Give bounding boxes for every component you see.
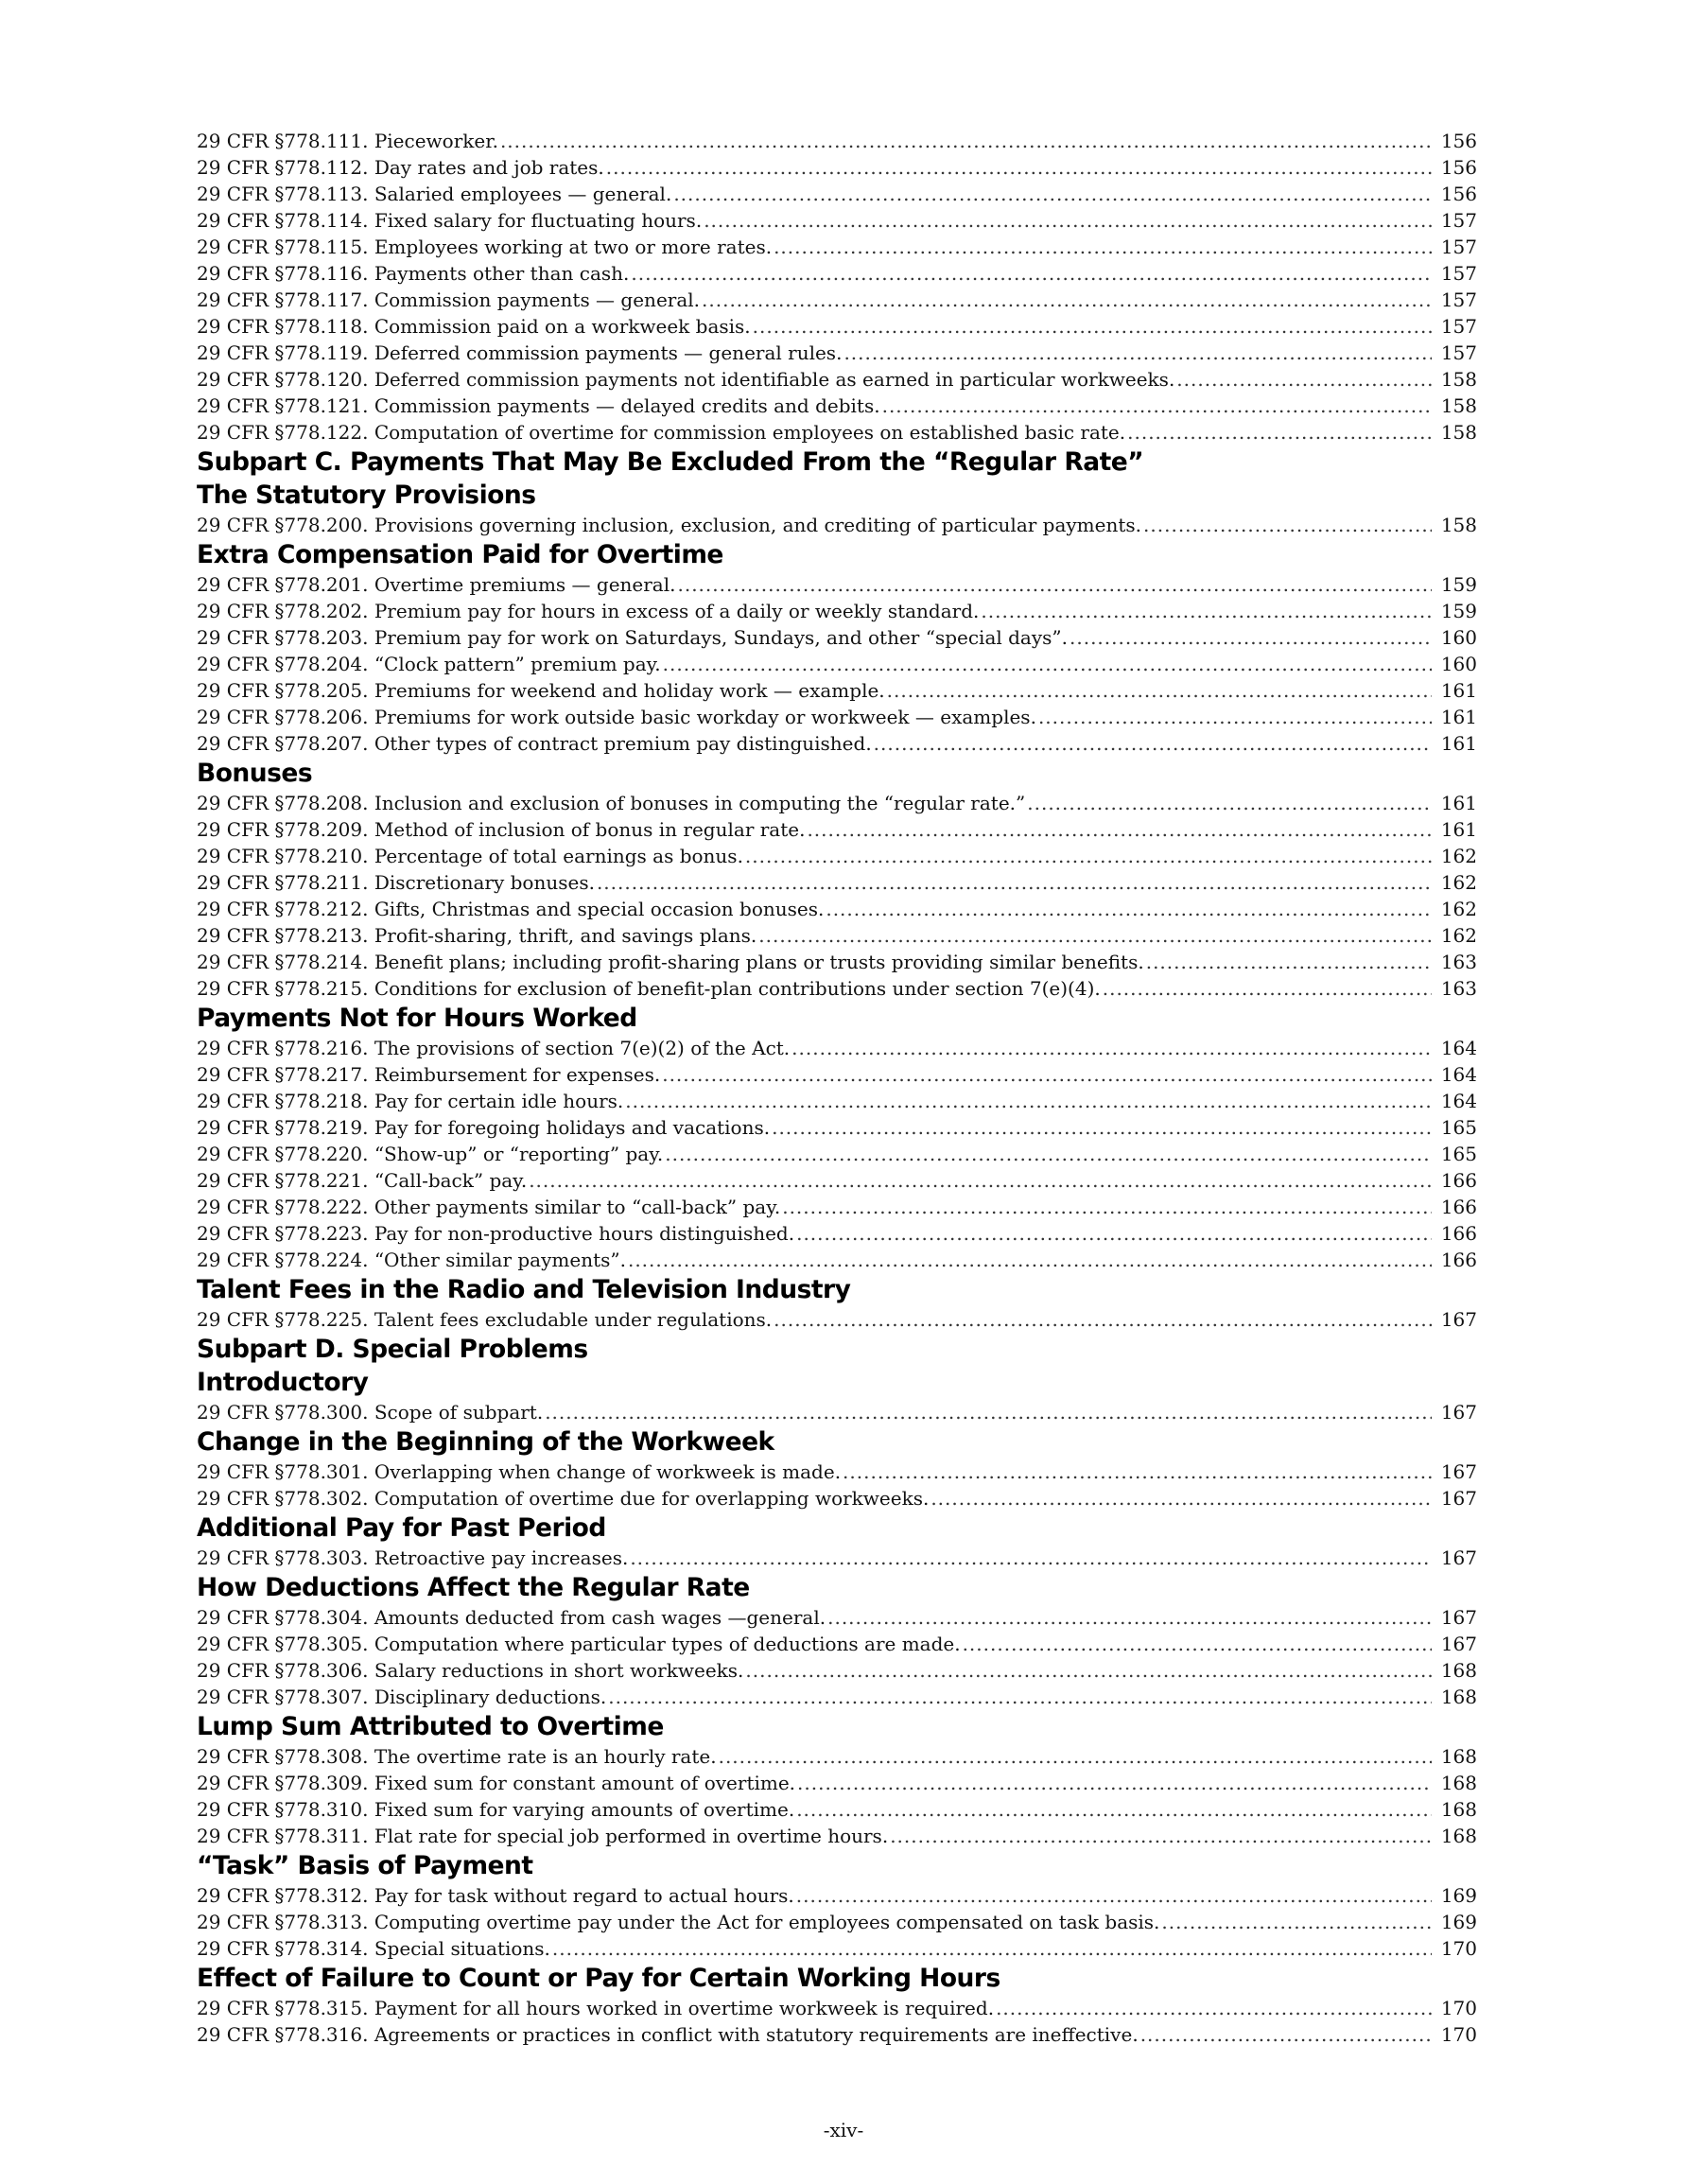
dot-leader — [843, 1459, 1432, 1485]
toc-entry[interactable] — [197, 1194, 1477, 1220]
toc-entry[interactable] — [197, 128, 1477, 154]
toc-entry-page: 156 — [1440, 156, 1477, 179]
toc-entry-title: 29 CFR §778.217. Reimbursement for expenses. — [197, 1063, 661, 1086]
toc-entry-page: 161 — [1440, 792, 1477, 814]
dot-leader — [1143, 512, 1432, 538]
toc-entry-page: 170 — [1440, 1937, 1477, 1960]
dot-leader — [774, 1306, 1432, 1333]
dot-leader — [874, 730, 1432, 757]
toc-entry[interactable] — [197, 287, 1477, 313]
toc-entry-title: 29 CFR §778.210. Percentage of total earnings as bonus. — [197, 845, 743, 867]
toc-entry-title: 29 CFR §778.119. Deferred commission payments — general rules. — [197, 341, 843, 364]
section-heading: Introductory — [197, 1368, 369, 1397]
toc-entry-page: 161 — [1440, 706, 1477, 728]
toc-entry[interactable] — [197, 1035, 1477, 1061]
toc-entry-page: 167 — [1440, 1401, 1477, 1424]
toc-entry[interactable] — [197, 1306, 1477, 1333]
toc-entry-page: 163 — [1440, 951, 1477, 973]
toc-entry[interactable] — [197, 181, 1477, 207]
toc-entry[interactable] — [197, 922, 1477, 949]
dot-leader — [704, 207, 1432, 234]
dot-leader — [844, 340, 1432, 366]
dot-leader — [827, 1604, 1432, 1631]
toc-entry[interactable] — [197, 704, 1477, 730]
toc-entry-title: 29 CFR §778.315. Payment for all hours worked in overtime workweek is required. — [197, 1997, 995, 2019]
toc-entry-page: 170 — [1440, 1997, 1477, 2019]
toc-entry-title: 29 CFR §778.117. Commission payments — general. — [197, 288, 701, 311]
toc-entry-title: 29 CFR §778.306. Salary reductions in short workweeks. — [197, 1659, 744, 1682]
section-heading: Extra Compensation Paid for Overtime — [197, 540, 723, 569]
dot-leader — [1127, 419, 1432, 446]
toc-entry-page: 160 — [1440, 626, 1477, 649]
dot-leader — [529, 1167, 1432, 1194]
dot-leader — [791, 1035, 1432, 1061]
toc-entry-page: 168 — [1440, 1659, 1477, 1682]
toc-entry-title: 29 CFR §778.208. Inclusion and exclusion of bonuses in computing the “regular rate.” — [197, 792, 1026, 814]
dot-leader — [745, 1657, 1432, 1684]
toc-entry-page: 157 — [1440, 341, 1477, 364]
toc-entry[interactable] — [197, 1061, 1477, 1088]
dot-leader — [826, 896, 1432, 922]
toc-entry-page: 164 — [1440, 1037, 1477, 1059]
toc-entry-title: 29 CFR §778.301. Overlapping when change of workweek is made. — [197, 1460, 842, 1483]
toc-entry[interactable] — [197, 313, 1477, 340]
toc-entry-page: 160 — [1440, 653, 1477, 675]
toc-entry-title: 29 CFR §778.213. Profit-sharing, thrift, and savings plans. — [197, 924, 757, 947]
toc-entry-title: 29 CFR §778.113. Salaried employees — general. — [197, 183, 672, 205]
toc-entry-page: 167 — [1440, 1487, 1477, 1510]
toc-entry[interactable] — [197, 393, 1477, 419]
toc-entry-page: 162 — [1440, 898, 1477, 920]
page-number: -xiv- — [823, 2119, 864, 2141]
toc-entry-title: 29 CFR §778.202. Premium pay for hours in excess of a daily or weekly standard. — [197, 600, 980, 622]
section-heading: Change in the Beginning of the Workweek — [197, 1427, 774, 1457]
dot-leader — [597, 869, 1432, 896]
toc-entry[interactable] — [197, 1796, 1477, 1823]
toc-entry[interactable] — [197, 1141, 1477, 1167]
dot-leader — [774, 234, 1432, 260]
toc-entry-page: 167 — [1440, 1546, 1477, 1569]
toc-entry-page: 168 — [1440, 1798, 1477, 1821]
section-heading: The Statutory Provisions — [197, 480, 536, 510]
toc-entry-title: 29 CFR §778.211. Discretionary bonuses. — [197, 871, 595, 894]
toc-entry-title: 29 CFR §778.212. Gifts, Christmas and special occasion bonuses. — [197, 898, 825, 920]
toc-entry-title: 29 CFR §778.209. Method of inclusion of bonus in regular rate. — [197, 818, 806, 841]
toc-entry-title: 29 CFR §778.215. Conditions for exclusion of benefit-plan contributions under section 7(e)(4). — [197, 977, 1101, 1000]
toc-entry[interactable] — [197, 1167, 1477, 1194]
toc-entry[interactable] — [197, 1114, 1477, 1141]
toc-entry-title: 29 CFR §778.312. Pay for task without regard to actual hours. — [197, 1884, 794, 1907]
toc-entry-page: 156 — [1440, 130, 1477, 152]
toc-entry[interactable] — [197, 1882, 1477, 1909]
dot-leader — [797, 1770, 1432, 1796]
section-heading: Effect of Failure to Count or Pay for Certain Working Hours — [197, 1964, 1000, 1993]
toc-entry[interactable] — [197, 512, 1477, 538]
dot-leader — [745, 843, 1432, 869]
toc-entry[interactable] — [197, 1631, 1477, 1657]
toc-entry-page: 157 — [1440, 262, 1477, 285]
dot-leader — [887, 677, 1432, 704]
dot-leader — [631, 260, 1432, 287]
dot-leader — [662, 1061, 1432, 1088]
toc-entry[interactable] — [197, 366, 1477, 393]
toc-entry-title: 29 CFR §778.302. Computation of overtime due for overlapping workweeks. — [197, 1487, 930, 1510]
toc-entry[interactable] — [197, 624, 1477, 651]
dot-leader — [665, 1141, 1432, 1167]
toc-entry[interactable] — [197, 1909, 1477, 1935]
section-heading: How Deductions Affect the Regular Rate — [197, 1573, 750, 1602]
toc-entry-page: 158 — [1440, 368, 1477, 391]
toc-entry-title: 29 CFR §778.204. “Clock pattern” premium pay. — [197, 653, 661, 675]
toc-entry-page: 164 — [1440, 1090, 1477, 1112]
dot-leader — [807, 816, 1432, 843]
toc-entry-page: 161 — [1440, 679, 1477, 702]
section-heading: “Task” Basis of Payment — [197, 1851, 533, 1880]
dot-leader — [606, 154, 1432, 181]
toc-entry-title: 29 CFR §778.220. “Show-up” or “reporting” pay. — [197, 1143, 664, 1165]
toc-entry[interactable] — [197, 949, 1477, 975]
toc-entry-title: 29 CFR §778.309. Fixed sum for constant amount of overtime. — [197, 1772, 796, 1794]
toc-entry-title: 29 CFR §778.200. Provisions governing inclusion, exclusion, and crediting of particular payments. — [197, 514, 1142, 536]
table-of-contents — [197, 128, 1477, 2048]
toc-entry[interactable] — [197, 816, 1477, 843]
toc-entry-title: 29 CFR §778.218. Pay for certain idle hours. — [197, 1090, 624, 1112]
toc-entry-title: 29 CFR §778.314. Special situations. — [197, 1937, 550, 1960]
toc-entry-title: 29 CFR §778.206. Premiums for work outside basic workday or workweek — examples. — [197, 706, 1036, 728]
toc-entry-title: 29 CFR §778.116. Payments other than cash. — [197, 262, 630, 285]
toc-entry-page: 163 — [1440, 977, 1477, 1000]
dot-leader — [930, 1485, 1432, 1511]
toc-entry-title: 29 CFR §778.114. Fixed salary for fluctuating hours. — [197, 209, 703, 232]
dot-leader — [545, 1399, 1432, 1425]
toc-entry[interactable] — [197, 2021, 1477, 2048]
toc-entry-title: 29 CFR §778.111. Pieceworker. — [197, 130, 498, 152]
toc-entry-title: 29 CFR §778.313. Computing overtime pay under the Act for employees compensated on task basis. — [197, 1911, 1160, 1933]
dot-leader — [796, 1220, 1432, 1247]
toc-entry-page: 167 — [1440, 1460, 1477, 1483]
toc-entry[interactable] — [197, 1459, 1477, 1485]
toc-entry-title: 29 CFR §778.225. Talent fees excludable under regulations. — [197, 1308, 773, 1331]
dot-leader — [1146, 949, 1432, 975]
dot-leader — [796, 1796, 1432, 1823]
toc-entry-title: 29 CFR §778.303. Retroactive pay increases. — [197, 1546, 629, 1569]
toc-entry[interactable] — [197, 340, 1477, 366]
dot-leader — [882, 393, 1432, 419]
toc-entry-page: 168 — [1440, 1745, 1477, 1768]
toc-entry[interactable] — [197, 1770, 1477, 1796]
toc-entry-page: 166 — [1440, 1169, 1477, 1192]
dot-leader — [1027, 790, 1432, 816]
toc-entry-page: 168 — [1440, 1686, 1477, 1708]
section-heading: Subpart D. Special Problems — [197, 1335, 588, 1364]
dot-leader — [796, 1882, 1432, 1909]
toc-entry[interactable] — [197, 1220, 1477, 1247]
dot-leader — [630, 1545, 1432, 1571]
toc-entry-page: 165 — [1440, 1116, 1477, 1139]
toc-entry[interactable] — [197, 1399, 1477, 1425]
toc-entry-title: 29 CFR §778.216. The provisions of section 7(e)(2) of the Act. — [197, 1037, 791, 1059]
dot-leader — [1038, 704, 1432, 730]
toc-entry[interactable] — [197, 154, 1477, 181]
toc-entry[interactable] — [197, 1247, 1477, 1273]
toc-entry-title: 29 CFR §778.219. Pay for foregoing holidays and vacations. — [197, 1116, 771, 1139]
dot-leader — [772, 1114, 1432, 1141]
toc-entry-page: 167 — [1440, 1633, 1477, 1655]
section-heading: Payments Not for Hours Worked — [197, 1004, 637, 1033]
toc-entry-page: 158 — [1440, 394, 1477, 417]
toc-entry[interactable] — [197, 677, 1477, 704]
toc-entry[interactable] — [197, 207, 1477, 234]
toc-entry-page: 158 — [1440, 421, 1477, 444]
toc-entry[interactable] — [197, 571, 1477, 598]
toc-entry[interactable] — [197, 1657, 1477, 1684]
toc-entry[interactable] — [197, 419, 1477, 446]
toc-entry[interactable] — [197, 1935, 1477, 1962]
toc-entry-title: 29 CFR §778.201. Overtime premiums — general. — [197, 573, 676, 596]
toc-entry[interactable] — [197, 1995, 1477, 2021]
toc-entry-title: 29 CFR §778.307. Disciplinary deductions. — [197, 1686, 607, 1708]
toc-entry-title: 29 CFR §778.120. Deferred commission payments not identifiable as earned in particular workweeks. — [197, 368, 1175, 391]
dot-leader — [753, 313, 1432, 340]
toc-entry-title: 29 CFR §778.224. “Other similar payments”. — [197, 1249, 626, 1271]
dot-leader — [1103, 975, 1432, 1002]
toc-entry[interactable] — [197, 1485, 1477, 1511]
dot-leader — [552, 1935, 1432, 1962]
toc-entry[interactable] — [197, 730, 1477, 757]
toc-entry-title: 29 CFR §778.122. Computation of overtime for commission employees on established basic rate. — [197, 421, 1126, 444]
dot-leader — [1176, 366, 1432, 393]
toc-entry[interactable] — [197, 260, 1477, 287]
toc-entry-page: 166 — [1440, 1249, 1477, 1271]
toc-entry-title: 29 CFR §778.316. Agreements or practices in conflict with statutory requirements are ineffective. — [197, 2023, 1139, 2046]
toc-entry[interactable] — [197, 1743, 1477, 1770]
toc-entry-title: 29 CFR §778.304. Amounts deducted from cash wages —general. — [197, 1606, 826, 1629]
dot-leader — [673, 181, 1432, 207]
toc-entry-title: 29 CFR §778.118. Commission paid on a workweek basis. — [197, 315, 751, 338]
toc-entry[interactable] — [197, 975, 1477, 1002]
toc-entry-page: 166 — [1440, 1196, 1477, 1218]
toc-entry-page: 157 — [1440, 209, 1477, 232]
toc-entry-page: 156 — [1440, 183, 1477, 205]
dot-leader — [702, 287, 1432, 313]
toc-entry-page: 157 — [1440, 288, 1477, 311]
toc-entry[interactable] — [197, 651, 1477, 677]
toc-entry-title: 29 CFR §778.305. Computation where particular types of deductions are made. — [197, 1633, 961, 1655]
dot-leader — [608, 1684, 1432, 1710]
dot-leader — [782, 1194, 1432, 1220]
toc-entry[interactable] — [197, 1684, 1477, 1710]
toc-entry[interactable] — [197, 1545, 1477, 1571]
dot-leader — [625, 1088, 1432, 1114]
toc-entry[interactable] — [197, 234, 1477, 260]
dot-leader — [500, 128, 1432, 154]
toc-entry-page: 169 — [1440, 1884, 1477, 1907]
toc-entry-title: 29 CFR §778.311. Flat rate for special job performed in overtime hours. — [197, 1825, 889, 1847]
dot-leader — [996, 1995, 1432, 2021]
toc-entry-page: 168 — [1440, 1825, 1477, 1847]
toc-entry[interactable] — [197, 1604, 1477, 1631]
section-heading: Bonuses — [197, 759, 313, 788]
toc-entry-page: 168 — [1440, 1772, 1477, 1794]
toc-entry-title: 29 CFR §778.300. Scope of subpart. — [197, 1401, 544, 1424]
section-heading: Additional Pay for Past Period — [197, 1513, 606, 1543]
dot-leader — [1140, 2021, 1432, 2048]
toc-entry-page: 162 — [1440, 871, 1477, 894]
toc-entry-title: 29 CFR §778.205. Premiums for weekend and holiday work — example. — [197, 679, 885, 702]
toc-entry-page: 157 — [1440, 236, 1477, 258]
toc-entry-page: 162 — [1440, 924, 1477, 947]
toc-entry-title: 29 CFR §778.207. Other types of contract premium pay distinguished. — [197, 732, 872, 755]
toc-entry[interactable] — [197, 598, 1477, 624]
dot-leader — [890, 1823, 1432, 1849]
toc-entry-page: 166 — [1440, 1222, 1477, 1245]
section-heading: Talent Fees in the Radio and Television Industry — [197, 1275, 851, 1304]
dot-leader — [758, 922, 1432, 949]
toc-entry[interactable] — [197, 1823, 1477, 1849]
dot-leader — [628, 1247, 1432, 1273]
toc-entry-title: 29 CFR §778.310. Fixed sum for varying amounts of overtime. — [197, 1798, 795, 1821]
toc-entry-page: 161 — [1440, 732, 1477, 755]
toc-entry[interactable] — [197, 896, 1477, 922]
toc-entry[interactable] — [197, 869, 1477, 896]
dot-leader — [963, 1631, 1432, 1657]
toc-entry-page: 162 — [1440, 845, 1477, 867]
toc-entry-title: 29 CFR §778.203. Premium pay for work on Saturdays, Sundays, and other “special days”. — [197, 626, 1068, 649]
toc-entry-title: 29 CFR §778.121. Commission payments — delayed credits and debits. — [197, 394, 880, 417]
toc-entry-title: 29 CFR §778.214. Benefit plans; including profit-sharing plans or trusts providing similar benefits. — [197, 951, 1144, 973]
toc-entry-title: 29 CFR §778.221. “Call-back” pay. — [197, 1169, 528, 1192]
dot-leader — [663, 651, 1432, 677]
dot-leader — [1070, 624, 1432, 651]
toc-entry-page: 161 — [1440, 818, 1477, 841]
toc-entry-page: 164 — [1440, 1063, 1477, 1086]
section-heading: Lump Sum Attributed to Overtime — [197, 1712, 664, 1741]
toc-entry-page: 159 — [1440, 573, 1477, 596]
toc-entry[interactable] — [197, 1088, 1477, 1114]
toc-entry[interactable] — [197, 790, 1477, 816]
toc-entry-title: 29 CFR §778.223. Pay for non-productive hours distinguished. — [197, 1222, 795, 1245]
section-heading: Subpart C. Payments That May Be Excluded From the “Regular Rate” — [197, 447, 1144, 477]
toc-entry-page: 159 — [1440, 600, 1477, 622]
toc-entry[interactable] — [197, 843, 1477, 869]
toc-entry-page: 165 — [1440, 1143, 1477, 1165]
dot-leader — [719, 1743, 1432, 1770]
toc-entry-page: 157 — [1440, 315, 1477, 338]
toc-entry-page: 167 — [1440, 1308, 1477, 1331]
toc-entry-title: 29 CFR §778.112. Day rates and job rates. — [197, 156, 604, 179]
toc-entry-page: 167 — [1440, 1606, 1477, 1629]
toc-entry-title: 29 CFR §778.115. Employees working at two or more rates. — [197, 236, 773, 258]
dot-leader — [1161, 1909, 1432, 1935]
toc-entry-title: 29 CFR §778.222. Other payments similar to “call-back” pay. — [197, 1196, 781, 1218]
toc-entry-page: 158 — [1440, 514, 1477, 536]
dot-leader — [677, 571, 1432, 598]
toc-entry-page: 169 — [1440, 1911, 1477, 1933]
toc-entry-title: 29 CFR §778.308. The overtime rate is an hourly rate. — [197, 1745, 717, 1768]
toc-entry-page: 170 — [1440, 2023, 1477, 2046]
dot-leader — [981, 598, 1432, 624]
